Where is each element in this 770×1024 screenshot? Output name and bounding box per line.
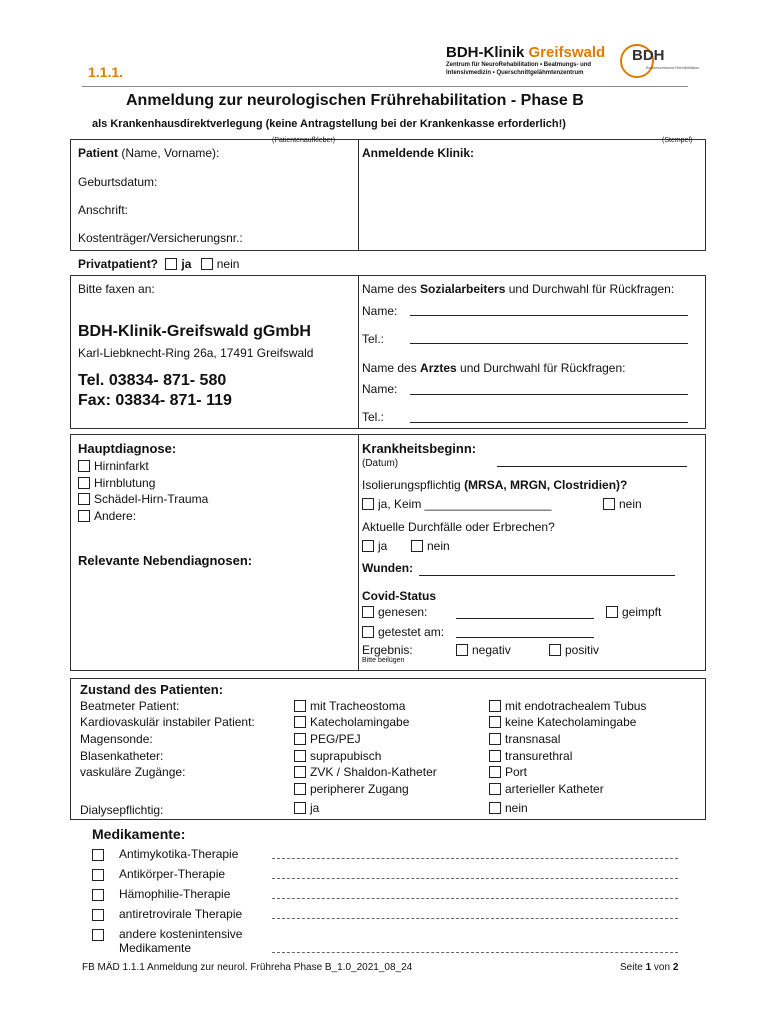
covid-negative-checkbox[interactable] — [456, 644, 468, 656]
zvk-checkbox[interactable] — [294, 766, 306, 778]
isolation-yes: ja, Keim ___________________ — [362, 497, 551, 511]
diagnosis-divider — [358, 434, 359, 671]
section-number: 1.1.1. — [88, 64, 124, 80]
social-tel-field[interactable] — [410, 332, 688, 344]
onset-title: Krankheitsbeginn: — [362, 441, 477, 456]
peg-checkbox[interactable] — [294, 733, 306, 745]
logo-subline-2: Intensivmedizin • Querschnittgelähmtenzentrum — [446, 70, 584, 76]
stamp-note: (Stempel) — [662, 137, 693, 144]
patient-divider — [358, 139, 359, 251]
antibody-checkbox[interactable] — [92, 869, 104, 881]
onset-date-field[interactable] — [497, 455, 687, 467]
med-label-other-2: Medikamente — [119, 941, 192, 955]
dialysis-yes-checkbox[interactable] — [294, 802, 306, 814]
fax-company: BDH-Klinik-Greifswald gGmbH — [78, 323, 311, 340]
condition-label-vascular: vaskuläre Zugänge: — [80, 765, 186, 779]
med-label-hemophilia: Hämophilie-Therapie — [119, 887, 231, 901]
peripheral-checkbox[interactable] — [294, 783, 306, 795]
tube-checkbox[interactable] — [489, 700, 501, 712]
med-item-other — [92, 928, 108, 942]
condition-label-bladder: Blasenkatheter: — [80, 749, 164, 763]
attach-note: Bitte beilügen — [362, 657, 405, 664]
diarrhea-yes-checkbox[interactable] — [362, 540, 374, 552]
sending-clinic-label: Anmeldende Klinik: — [362, 146, 475, 160]
condition-label-ventilated: Beatmeter Patient: — [80, 699, 180, 713]
isolation-no-checkbox[interactable] — [603, 498, 615, 510]
footer-page: Seite 1 von 2 — [620, 962, 679, 973]
transnasal-checkbox[interactable] — [489, 733, 501, 745]
fax-label: Bitte faxen an: — [78, 282, 155, 296]
wounds-field[interactable] — [419, 564, 675, 576]
diarrhea-yes: ja — [362, 539, 387, 553]
condition-opt-dialysis-no: nein — [489, 801, 528, 815]
covid-recovered: genesen: — [362, 605, 427, 619]
wounds-label: Wunden: — [362, 561, 414, 575]
hemophilia-checkbox[interactable] — [92, 889, 104, 901]
insurance-label: Kostenträger/Versicherungsnr.: — [78, 231, 243, 245]
doctor-tel-label: Tel.: — [362, 410, 385, 424]
logo-subline-1: Zentrum für NeuroRehabilitation • Beatmungs- und — [446, 62, 592, 68]
doctor-tel-field[interactable] — [410, 411, 688, 423]
med-field-antimycotic[interactable] — [272, 847, 678, 859]
med-item-antiretroviral — [92, 908, 108, 922]
condition-opt-peripheral: peripherer Zugang — [294, 782, 409, 796]
med-label-antibody: Antikörper-Therapie — [119, 867, 226, 881]
condition-opt-zvk: ZVK / Shaldon-Katheter — [294, 765, 437, 779]
secondary-diagnoses-label: Relevante Nebendiagnosen: — [78, 553, 253, 568]
diag-tbi-checkbox[interactable] — [78, 493, 90, 505]
logo-badge-sub: Bundesverband Rehabilitation — [646, 65, 700, 70]
private-no-checkbox[interactable] — [201, 258, 213, 270]
condition-label-dialysis: Dialysepflichtig: — [80, 803, 164, 817]
diag-stroke-checkbox[interactable] — [78, 460, 90, 472]
suprapubic-checkbox[interactable] — [294, 750, 306, 762]
header-rule — [82, 86, 688, 87]
covid-positive-checkbox[interactable] — [549, 644, 561, 656]
med-field-antiretroviral[interactable] — [272, 907, 678, 919]
port-checkbox[interactable] — [489, 766, 501, 778]
covid-tested-checkbox[interactable] — [362, 626, 374, 638]
other-med-checkbox[interactable] — [92, 929, 104, 941]
covid-result-label: Ergebnis: — [362, 643, 413, 657]
catecholamine-checkbox[interactable] — [294, 716, 306, 728]
diag-option-stroke: Hirninfarkt — [78, 459, 149, 473]
condition-opt-tracheostomy: mit Tracheostoma — [294, 699, 405, 713]
condition-opt-transnasal: transnasal — [489, 732, 560, 746]
med-item-hemophilia — [92, 888, 108, 902]
arterial-checkbox[interactable] — [489, 783, 501, 795]
private-label: Privatpatient? — [78, 257, 159, 271]
fax-tel: Tel. 03834- 871- 580 — [78, 372, 227, 389]
antimycotic-checkbox[interactable] — [92, 849, 104, 861]
condition-opt-tube: mit endotrachealem Tubus — [489, 699, 646, 713]
condition-label-cardio: Kardiovaskulär instabiler Patient: — [80, 715, 255, 729]
covid-recovered-field[interactable] — [456, 607, 594, 619]
diag-hemorrhage-checkbox[interactable] — [78, 477, 90, 489]
page-title: Anmeldung zur neurologischen Frührehabilitation - Phase B — [126, 92, 584, 109]
condition-opt-peg: PEG/PEJ — [294, 732, 361, 746]
social-tel-label: Tel.: — [362, 332, 385, 346]
condition-opt-no-catecholamine: keine Katecholamingabe — [489, 715, 636, 729]
condition-opt-catecholamine: Katecholamingabe — [294, 715, 409, 729]
diag-option-other: Andere: — [78, 509, 136, 523]
main-diagnosis-title: Hauptdiagnose: — [78, 441, 177, 456]
diarrhea-no-checkbox[interactable] — [411, 540, 423, 552]
logo-title-black: BDH-Klinik — [446, 44, 529, 61]
isolation-yes-checkbox[interactable] — [362, 498, 374, 510]
antiretroviral-checkbox[interactable] — [92, 909, 104, 921]
med-field-other[interactable] — [272, 941, 678, 953]
med-field-antibody[interactable] — [272, 867, 678, 879]
isolation-question: Isolierungspflichtig (MRSA, MRGN, Clostridien)? — [362, 478, 628, 492]
covid-vaccinated-checkbox[interactable] — [606, 606, 618, 618]
covid-tested-field[interactable] — [456, 626, 594, 638]
logo-title-orange: Greifswald — [528, 44, 606, 61]
clinic-logo — [446, 44, 700, 84]
dialysis-no-checkbox[interactable] — [489, 802, 501, 814]
covid-tested: getestet am: — [362, 625, 444, 639]
private-yes-label: ja — [181, 257, 192, 271]
social-name-field[interactable] — [410, 304, 688, 316]
condition-opt-transurethral: transurethral — [489, 749, 572, 763]
private-yes-checkbox[interactable] — [165, 258, 177, 270]
condition-title: Zustand des Patienten: — [80, 682, 224, 697]
diag-other-checkbox[interactable] — [78, 510, 90, 522]
diarrhea-no: nein — [411, 539, 450, 553]
bdh-badge-icon — [620, 44, 700, 78]
private-no-label: nein — [216, 257, 240, 271]
doctor-name-label: Name: — [362, 382, 398, 396]
sticker-note: (Patientenaufkleber) — [272, 137, 336, 144]
address-label: Anschrift: — [78, 203, 129, 217]
med-item-antimycotic — [92, 848, 108, 862]
diag-option-hemorrhage: Hirnblutung — [78, 476, 155, 490]
private-patient-row — [78, 257, 239, 271]
medication-title: Medikamente: — [92, 826, 186, 842]
covid-negative: negativ — [456, 643, 511, 657]
page-subtitle: als Krankenhausdirektverlegung (keine Antragstellung bei der Krankenkasse erforderlich!) — [92, 118, 566, 130]
diarrhea-question: Aktuelle Durchfälle oder Erbrechen? — [362, 520, 555, 534]
tracheostomy-checkbox[interactable] — [294, 700, 306, 712]
med-field-hemophilia[interactable] — [272, 887, 678, 899]
condition-label-gastric: Magensonde: — [80, 732, 153, 746]
doctor-heading: Name des Arztes und Durchwahl für Rückfragen: — [362, 361, 626, 375]
patient-name-label: Patient (Name, Vorname): — [78, 146, 220, 160]
med-label-other-1: andere kostenintensive — [119, 927, 243, 941]
footer-doc-id: FB MÄD 1.1.1 Anmeldung zur neurol. Frühreha Phase B_1.0_2021_08_24 — [82, 962, 413, 973]
fax-divider — [358, 275, 359, 429]
covid-recovered-checkbox[interactable] — [362, 606, 374, 618]
med-item-antibody — [92, 868, 108, 882]
med-label-antimycotic: Antimykotika-Therapie — [119, 847, 239, 861]
no-catecholamine-checkbox[interactable] — [489, 716, 501, 728]
onset-date-note: (Datum) — [362, 458, 399, 469]
condition-opt-arterial: arterieller Katheter — [489, 782, 604, 796]
condition-opt-port: Port — [489, 765, 527, 779]
med-label-antiretroviral: antiretrovirale Therapie — [119, 907, 243, 921]
birthdate-label: Geburtsdatum: — [78, 175, 158, 189]
logo-badge-text: BDH — [632, 47, 665, 64]
isolation-no: nein — [603, 497, 642, 511]
transurethral-checkbox[interactable] — [489, 750, 501, 762]
covid-vaccinated: geimpft — [606, 605, 661, 619]
condition-opt-dialysis-yes: ja — [294, 801, 319, 815]
diag-option-tbi: Schädel-Hirn-Trauma — [78, 492, 208, 506]
social-name-label: Name: — [362, 304, 398, 318]
covid-title: Covid-Status — [362, 589, 437, 603]
condition-opt-suprapubic: suprapubisch — [294, 749, 381, 763]
covid-positive: positiv — [549, 643, 599, 657]
fax-number: Fax: 03834- 871- 119 — [78, 392, 232, 409]
doctor-name-field[interactable] — [410, 383, 688, 395]
social-worker-heading: Name des Sozialarbeiters und Durchwahl für Rückfragen: — [362, 282, 675, 296]
fax-street: Karl-Liebknecht-Ring 26a, 17491 Greifswald — [78, 346, 314, 360]
